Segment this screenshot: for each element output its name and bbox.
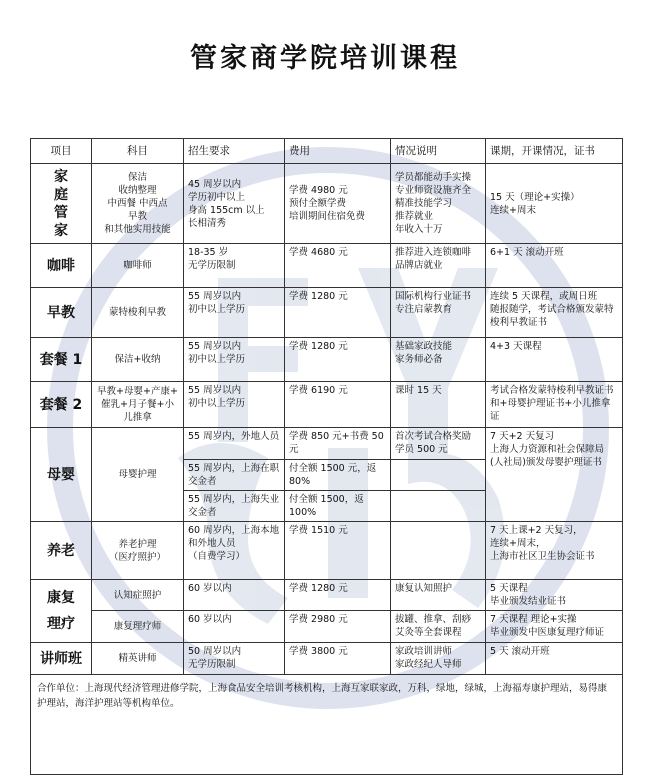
header-project: 项目: [31, 139, 92, 164]
subject-cell: 保洁 收纳整理 中西餐 中西点 早教 和其他实用技能: [92, 164, 184, 244]
note-cell-empty: [391, 522, 486, 580]
subject-cell: 精英讲师: [92, 643, 184, 675]
project-cell: 早教: [31, 288, 92, 338]
fee-cell: 学费 1510 元: [285, 522, 391, 580]
term-cell: 5 天 滚动开班: [486, 643, 623, 675]
note-cell-empty: [391, 460, 486, 491]
requirement-cell: 50 周岁以内 无学历限制: [184, 643, 285, 675]
requirement-cell: 55 周岁以内 初中以上学历: [184, 338, 285, 382]
term-cell: 7 天+2 天复习 上海人力资源和社会保障局 (人社局)颁发母婴护理证书: [486, 428, 623, 522]
table-row-elderly-care: [31, 522, 623, 580]
subject-cell: 认知症照护: [92, 580, 184, 611]
term-cell: 4+3 天课程: [486, 338, 623, 382]
note-cell-empty: [391, 491, 486, 522]
note-cell: 国际机构行业证书 专注启蒙教育: [391, 288, 486, 338]
fee-cell: 学费 1280 元: [285, 338, 391, 382]
fee-cell: 学费 4680 元: [285, 244, 391, 288]
page-title: 管家商学院培训课程: [190, 43, 460, 74]
note-cell: 家政培训讲师 家政经纪人导师: [391, 643, 486, 675]
table-row-lecturer: [31, 643, 623, 675]
fee-cell: 学费 6190 元: [285, 382, 391, 428]
fee-cell: 学费 3800 元: [285, 643, 391, 675]
note-cell: 推荐进入连锁咖啡 品牌店就业: [391, 244, 486, 288]
header-term: 课期，开课情况，证书: [486, 139, 623, 164]
table-row-maternal-infant: [31, 428, 623, 460]
requirement-cell: 55 周岁以内 初中以上学历: [184, 288, 285, 338]
subject-cell: 蒙特梭利早教: [92, 288, 184, 338]
project-cell: 康复 理疗: [31, 580, 92, 643]
requirement-cell: 60 岁以内: [184, 580, 285, 611]
table-row-cooperation: [31, 675, 623, 775]
fee-cell: 学费 1280 元: [285, 288, 391, 338]
header-requirement: 招生要求: [184, 139, 285, 164]
table-row-housekeeper: [31, 164, 623, 244]
term-cell: 考试合格发蒙特梭利早教证书 和+母婴护理证书+小儿推拿证: [486, 382, 623, 428]
table-row-rehab-1: [31, 580, 623, 611]
requirement-cell: 55 周岁以内 初中以上学历: [184, 382, 285, 428]
project-cell: 套餐 2: [31, 382, 92, 428]
project-cell: 养老: [31, 522, 92, 580]
subject-cell: 咖啡师: [92, 244, 184, 288]
fee-cell: 学费 2980 元: [285, 611, 391, 643]
requirement-cell: 55 周岁内，外地人员: [184, 428, 285, 460]
term-cell: 15 天（理论+实操） 连续+周末: [486, 164, 623, 244]
term-cell: 5 天课程 毕业颁发结业证书: [486, 580, 623, 611]
subject-cell: 养老护理 （医疗照护）: [92, 522, 184, 580]
subject-cell: 保洁+收纳: [92, 338, 184, 382]
term-cell: 7 天上课+2 天复习， 连续+周末， 上海市社区卫生协会证书: [486, 522, 623, 580]
fee-cell: 付全额 1500 元，返 80%: [285, 460, 391, 491]
header-subject: 科目: [92, 139, 184, 164]
header-fee: 费用: [285, 139, 391, 164]
project-cell: 家 庭 管 家: [31, 164, 92, 244]
fee-cell: 学费 850 元+书费 50 元: [285, 428, 391, 460]
project-cell: 讲师班: [31, 643, 92, 675]
requirement-cell: 60 周岁内，上海本地 和外地人员 （自费学习）: [184, 522, 285, 580]
term-cell: 连续 5 天课程，或周日班 随报随学，考试合格颁发蒙特 梭利早教证书: [486, 288, 623, 338]
note-cell: 课时 15 天: [391, 382, 486, 428]
requirement-cell: 18-35 岁 无学历限制: [184, 244, 285, 288]
note-cell: 拔罐、推拿、刮痧 艾灸等全套课程: [391, 611, 486, 643]
note-cell: 首次考试合格奖励 学员 500 元: [391, 428, 486, 460]
note-cell: 基础家政技能 家务师必备: [391, 338, 486, 382]
table-header-row: [31, 139, 623, 164]
fee-cell: 付全额 1500，返 100%: [285, 491, 391, 522]
project-cell: 套餐 1: [31, 338, 92, 382]
cooperation-text: 合作单位：上海现代经济管理进修学院，上海食品安全培训考核机构，上海互家联家政，万科，绿地，绿城，上海福寿康护理站，易得康护理站，海洋护理站等机构单位。: [31, 675, 623, 775]
table-row-coffee: [31, 244, 623, 288]
requirement-cell: 45 周岁以内 学历初中以上 身高 155cm 以上 长相清秀: [184, 164, 285, 244]
header-note: 情况说明: [391, 139, 486, 164]
fee-cell: 学费 4980 元 预付全额学费 培训期间住宿免费: [285, 164, 391, 244]
fee-cell: 学费 1280 元: [285, 580, 391, 611]
term-cell: 6+1 天 滚动开班: [486, 244, 623, 288]
note-cell: 学员都能动手实操 专业师资设施齐全 精准技能学习 推荐就业 年收入十万: [391, 164, 486, 244]
table-row-package-1: [31, 338, 623, 382]
requirement-cell: 55 周岁内，上海失业 交金者: [184, 491, 285, 522]
subject-cell: 早教+母婴+产康+ 催乳+月子餐+小 儿推拿: [92, 382, 184, 428]
project-cell: 母婴: [31, 428, 92, 522]
table-row-package-2: [31, 382, 623, 428]
subject-cell: 康复理疗师: [92, 611, 184, 643]
table-row-rehab-2: [31, 611, 623, 643]
requirement-cell: 60 岁以内: [184, 611, 285, 643]
course-table: [30, 138, 623, 775]
project-cell: 咖啡: [31, 244, 92, 288]
requirement-cell: 55 周岁内，上海在职 交金者: [184, 460, 285, 491]
table-row-early-education: [31, 288, 623, 338]
note-cell: 康复认知照护: [391, 580, 486, 611]
term-cell: 7 天课程 理论+实操 毕业颁发中医康复理疗师证: [486, 611, 623, 643]
subject-cell: 母婴护理: [92, 428, 184, 522]
